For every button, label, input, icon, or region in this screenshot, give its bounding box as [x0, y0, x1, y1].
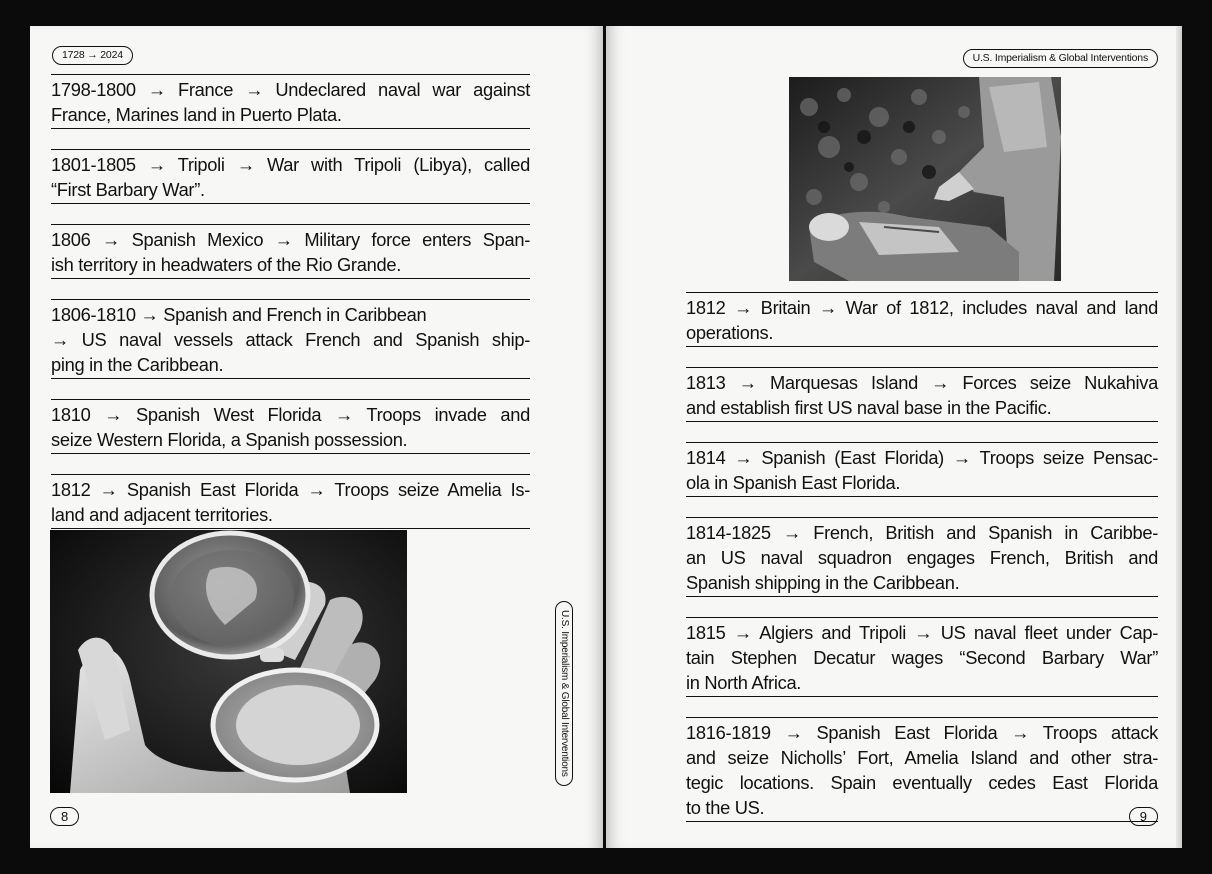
left-header-pill: 1728 → 2024	[52, 46, 133, 65]
right-page	[606, 26, 1182, 848]
entry-line: 1814 → Spanish (East Florida) → Troops seize Pensac-	[686, 447, 1158, 468]
list-item	[51, 299, 530, 379]
entry-line: tegic locations. Spain eventually cedes East Florida	[686, 772, 1158, 793]
entry-line: → US naval vessels attack French and Spanish ship-	[51, 329, 530, 350]
entry-line: France, Marines land in Puerto Plata.	[51, 104, 342, 125]
list-item	[686, 442, 1158, 497]
right-entries-list	[686, 292, 1158, 842]
entry-line: ola in Spanish East Florida.	[686, 472, 901, 493]
entry-line: 1801-1805 → Tripoli → War with Tripoli (Libya), called	[51, 154, 530, 175]
list-item	[51, 399, 530, 454]
left-page	[30, 26, 603, 848]
list-item	[686, 517, 1158, 597]
entry-line: ish territory in headwaters of the Rio Grande.	[51, 254, 401, 275]
entry-line: tain Stephen Decatur wages “Second Barbary War”	[686, 647, 1158, 668]
soldiers-photo	[789, 77, 1061, 281]
compact-mirror-photo	[50, 530, 407, 793]
entry-line: 1810 → Spanish West Florida → Troops invade and	[51, 404, 530, 425]
entry-line: 1814-1825 → French, British and Spanish in Caribbe-	[686, 522, 1158, 543]
entry-line: 1816-1819 → Spanish East Florida → Troops attack	[686, 722, 1158, 743]
list-item	[686, 292, 1158, 347]
entry-line: ping in the Caribbean.	[51, 354, 224, 375]
entry-line: 1812 → Spanish East Florida → Troops seize Amelia Is-	[51, 479, 530, 500]
right-header-pill: U.S. Imperialism & Global Interventions	[963, 49, 1158, 68]
entry-line: and establish first US naval base in the Pacific.	[686, 397, 1052, 418]
list-item	[686, 717, 1158, 822]
left-entries-list	[51, 74, 530, 549]
page-number-right: 9	[1129, 807, 1158, 826]
entry-line: an US naval squadron engages French, British and	[686, 547, 1158, 568]
entry-line: seize Western Florida, a Spanish possession.	[51, 429, 408, 450]
entry-line: to the US.	[686, 797, 765, 818]
list-item	[686, 617, 1158, 697]
list-item	[686, 367, 1158, 422]
list-item	[51, 474, 530, 529]
entry-line: 1806 → Spanish Mexico → Military force enters Span-	[51, 229, 530, 250]
left-side-pill: U.S. Imperialism & Global Interventions	[555, 601, 573, 786]
entry-line: 1806-1810 → Spanish and French in Caribbean	[51, 304, 427, 325]
entry-line: and seize Nicholls’ Fort, Amelia Island and other stra-	[686, 747, 1158, 768]
entry-line: in North Africa.	[686, 672, 802, 693]
entry-line: 1798-1800 → France → Undeclared naval war against	[51, 79, 530, 100]
list-item	[51, 74, 530, 129]
entry-line: 1812 → Britain → War of 1812, includes naval and land	[686, 297, 1158, 318]
entry-line: land and adjacent territories.	[51, 504, 273, 525]
page-number-left: 8	[50, 807, 79, 826]
entry-line: 1815 → Algiers and Tripoli → US naval fleet under Cap-	[686, 622, 1158, 643]
entry-line: Spanish shipping in the Caribbean.	[686, 572, 960, 593]
list-item	[51, 149, 530, 204]
entry-line: “First Barbary War”.	[51, 179, 205, 200]
entry-line: operations.	[686, 322, 774, 343]
entry-line: 1813 → Marquesas Island → Forces seize Nukahiva	[686, 372, 1158, 393]
list-item	[51, 224, 530, 279]
